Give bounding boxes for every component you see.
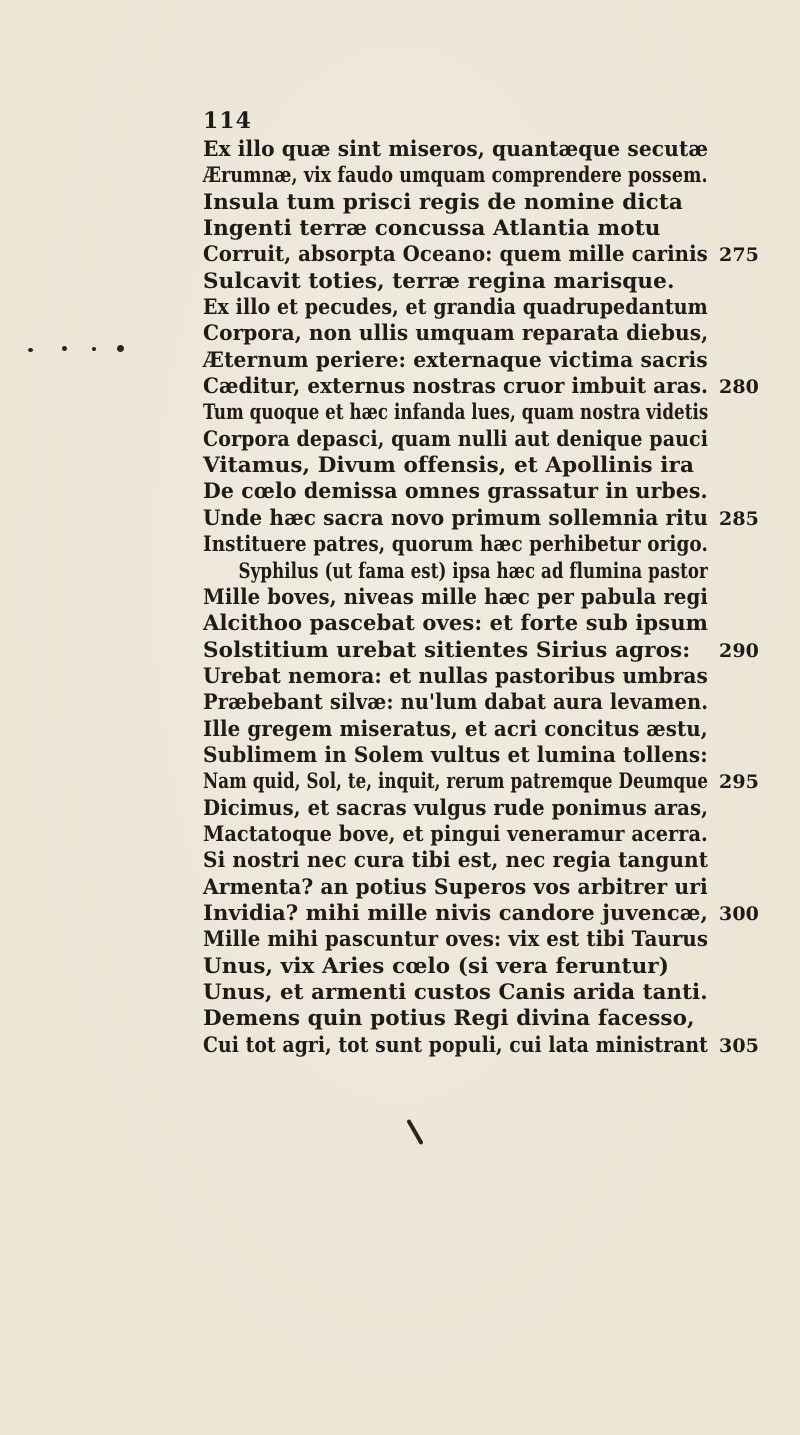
page-number: 114 (203, 108, 252, 134)
verse-line (203, 743, 743, 769)
verse-line (203, 559, 743, 585)
verse-line (203, 532, 743, 558)
verse-line (203, 1032, 759, 1059)
verse-text: Dicimus, et sacras vulgus rude ponimus aras, (203, 795, 709, 821)
verse-line (203, 796, 743, 822)
verse-line (203, 585, 743, 611)
line-number: 280 (719, 376, 759, 399)
verse-line (203, 137, 743, 163)
line-number: 275 (719, 244, 759, 267)
verse-line (203, 980, 743, 1006)
verse-text: Solstitium urebat sitientes Sirius agros: (203, 637, 691, 663)
verse-text: Vitamus, Divum offensis, et Apollinis ira (203, 453, 695, 479)
verse-text: Ingenti terræ concussa Atlantia motu (203, 216, 661, 242)
verse-line (203, 427, 743, 453)
verse-text: Mille mihi pascuntur oves: vix est tibi Taurus (203, 927, 709, 953)
verse-line (203, 374, 759, 400)
verse-text: Invidia? mihi mille nivis candore juvencæ, (203, 900, 708, 926)
verse-line (203, 321, 743, 347)
verse-text: Si nostri nec cura tibi est, nec regia tangunt (203, 848, 709, 874)
verse-text: Ex illo et pecudes, et grandia quadrupedantum (203, 295, 708, 321)
ink-speck (28, 348, 33, 352)
verse-text: Alcithoo pascebat oves: et forte sub ipsum (203, 611, 709, 637)
verse-text: Demens quin potius Regi divina facesso, (203, 1006, 695, 1032)
verse-line (203, 1006, 743, 1032)
verse-text: Insula tum prisci regis de nomine dicta (203, 189, 683, 215)
verse-line (203, 690, 743, 716)
verse-text: De cœlo demissa omnes grassatur in urbes. (203, 479, 708, 505)
verse-text: Ille gregem miseratus, et acri concitus æstu, (203, 716, 708, 742)
verse-line (203, 637, 759, 664)
verse-line (203, 269, 743, 295)
verse-line (203, 927, 743, 953)
verse-text: Unus, vix Aries cœlo (si vera feruntur) (203, 953, 670, 979)
verse-text: Unus, et armenti custos Canis arida tanti. (203, 980, 708, 1005)
line-number: 305 (719, 1034, 759, 1057)
verse-line (203, 954, 743, 980)
ink-speck (117, 345, 124, 352)
verse-text: Instituere patres, quorum hæc perhibetur origo. (203, 532, 708, 558)
ink-speck (92, 347, 96, 351)
verse-text: Armenta? an potius Superos vos arbitrer uri (203, 874, 708, 900)
verse-text: Præbebant silvæ: nu'lum dabat aura levamen. (203, 690, 709, 716)
verse-text: Cui tot agri, tot sunt populi, cui lata ministrant (203, 1032, 708, 1058)
verse-text: Corpora depasci, quam nulli aut denique pauci (203, 426, 709, 452)
verse-line (203, 875, 743, 901)
verse-text: Æternum periere: externaque victima sacris (203, 347, 708, 373)
verse-line (203, 717, 743, 743)
verse-text: Ærumnæ, vix faudo umquam comprendere possem. (203, 163, 708, 189)
verse-text: Corpora, non ullis umquam reparata diebus, (203, 321, 709, 347)
verse-line (203, 505, 759, 532)
verse-text: Sulcavit toties, terræ regina marisque. (203, 268, 675, 294)
verse-line (203, 848, 743, 874)
line-number: 285 (719, 507, 759, 530)
verse-text: Tum quoque et hæc infanda lues, quam nostra videtis (203, 400, 709, 426)
verse-line (203, 190, 743, 216)
verse-line (203, 479, 743, 505)
ink-mark (406, 1119, 423, 1145)
verse-line (203, 242, 759, 268)
verse-line (203, 348, 743, 374)
verse-line (203, 900, 759, 927)
line-number: 300 (719, 902, 759, 925)
verse-text: Cæditur, externus nostras cruor imbuit aras. (203, 374, 709, 400)
verse-line (203, 664, 743, 690)
verse-line (203, 769, 759, 795)
verse-text: Sublimem in Solem vultus et lumina tollens: (203, 742, 708, 768)
verse-text: Corruit, absorpta Oceano: quem mille carinis (203, 242, 708, 268)
verse-text: Syphilus (ut fama est) ipsa hæc ad flumina pastor (238, 558, 708, 584)
verse-line (203, 453, 743, 479)
verse-line (203, 295, 743, 321)
verse-block (203, 137, 759, 1059)
verse-text: Mactatoque bove, et pingui veneramur acerra. (203, 821, 708, 847)
verse-text: Unde hæc sacra novo primum sollemnia ritu (203, 505, 708, 531)
verse-line (203, 400, 743, 426)
verse-line (203, 822, 743, 848)
verse-line (203, 611, 743, 637)
line-number: 295 (719, 771, 759, 794)
verse-text: Ex illo quæ sint miseros, quantæque secutæ (203, 137, 709, 162)
verse-text: Nam quid, Sol, te, inquit, rerum patremque Deumque (203, 769, 709, 795)
verse-line (203, 163, 743, 189)
ink-speck (62, 346, 67, 351)
verse-line (203, 216, 743, 242)
verse-text: Mille boves, niveas mille hæc per pabula regi (203, 584, 708, 610)
verse-text: Urebat nemora: et nullas pastoribus umbras (203, 663, 708, 689)
line-number: 290 (719, 639, 759, 662)
